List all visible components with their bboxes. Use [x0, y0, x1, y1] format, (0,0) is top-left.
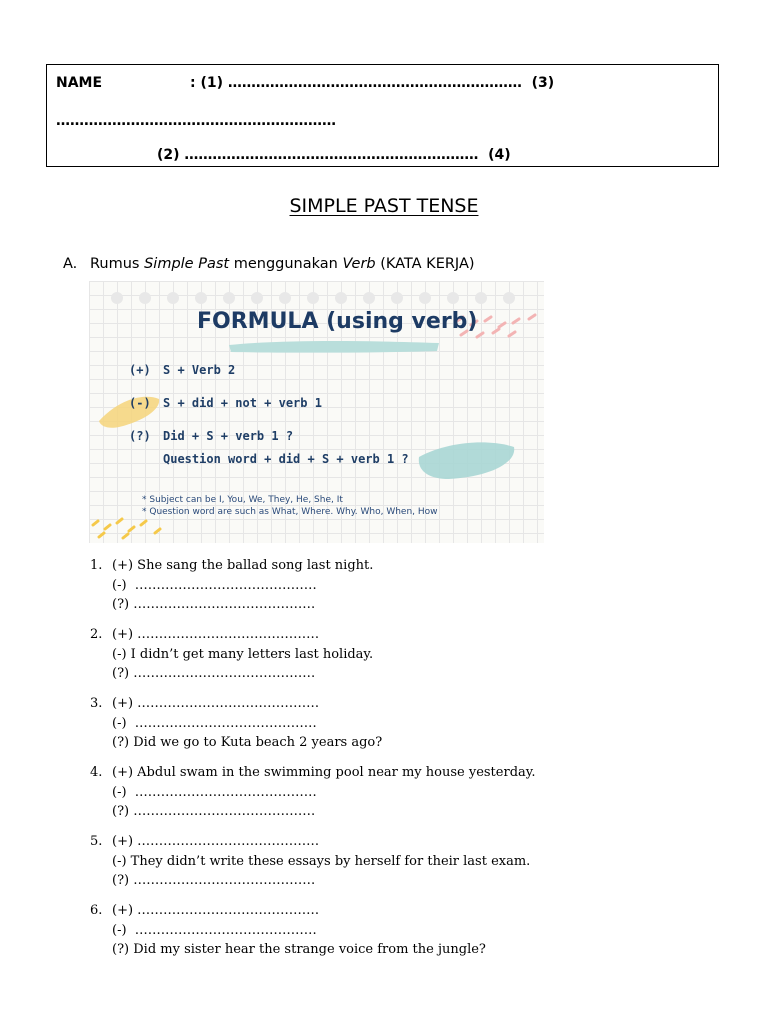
- exercise-line: (+) ……………………………………: [112, 696, 320, 711]
- exercise-item: [90, 556, 730, 615]
- exercise-line: (?) ……………………………………: [112, 873, 316, 888]
- exercise-number: 5.: [90, 834, 103, 849]
- name-label: NAME: [56, 75, 103, 91]
- formula-symbol-question: (?): [129, 429, 151, 443]
- exercise-item: [90, 694, 730, 753]
- exercise-line: (?) ……………………………………: [112, 597, 316, 612]
- name-line-2: ……………………………………………………: [56, 113, 336, 129]
- exercise-item: [90, 832, 730, 891]
- exercise-line: (-) ……………………………………: [112, 715, 317, 731]
- exercise-line: (+) ……………………………………: [112, 834, 320, 849]
- section-text-3: (KATA KERJA): [375, 256, 475, 272]
- exercise-line: (-) I didn’t get many letters last holiday.: [112, 646, 374, 662]
- title-brush-stroke: [229, 341, 439, 353]
- exercise-number: 1.: [90, 558, 103, 573]
- exercise-line: (-) They didn’t write these essays by herself for their last exam.: [112, 853, 531, 869]
- exercise-line: (?) Did my sister hear the strange voice from the jungle?: [112, 942, 486, 957]
- exercise-line: (+) ……………………………………: [112, 903, 320, 918]
- dot-row-decoration: [111, 292, 515, 304]
- exercise-line: (?) ……………………………………: [112, 666, 316, 681]
- formula-title: FORMULA (using verb): [197, 309, 478, 334]
- exercise-line: (-) ……………………………………: [112, 784, 317, 800]
- formula-symbol-negative: (-): [129, 396, 151, 410]
- exercise-line: (-) ……………………………………: [112, 922, 317, 938]
- exercise-number: 6.: [90, 903, 103, 918]
- section-text-1: Rumus: [90, 256, 145, 272]
- exercise-number: 4.: [90, 765, 103, 780]
- section-text-2: menggunakan: [229, 256, 343, 272]
- formula-row-question: Did + S + verb 1 ?: [163, 429, 294, 443]
- formula-card: [89, 281, 544, 543]
- formula-note-question-word: * Question word are such as What, Where. Why. Who, When, How: [142, 507, 438, 517]
- teal-brush-stroke: [419, 442, 514, 479]
- section-label: A.: [63, 256, 78, 272]
- yellow-dashes-decoration: [93, 519, 160, 538]
- exercise-line: (?) Did we go to Kuta beach 2 years ago?: [112, 735, 383, 750]
- exercise-line: (+) Abdul swam in the swimming pool near my house yesterday.: [112, 765, 536, 780]
- exercise-line: (+) She sang the ballad song last night.: [112, 558, 374, 573]
- exercise-item: [90, 625, 730, 684]
- exercise-number: 3.: [90, 696, 103, 711]
- exercise-line: (?) ……………………………………: [112, 804, 316, 819]
- name-line-3: (2) ……………………………………………………… (4): [157, 147, 511, 163]
- name-box: [46, 64, 719, 167]
- formula-row-question-word: Question word + did + S + verb 1 ?: [163, 452, 409, 466]
- exercise-list: [90, 556, 730, 970]
- exercise-line: (-) ……………………………………: [112, 577, 317, 593]
- name-line-1: : (1) ……………………………………………………… (3): [190, 75, 555, 91]
- page-title: SIMPLE PAST TENSE: [289, 195, 479, 217]
- section-italic-2: Verb: [342, 256, 376, 272]
- formula-symbol-positive: (+): [129, 363, 151, 377]
- formula-note-subject: * Subject can be I, You, We, They, He, She, It: [142, 495, 343, 505]
- formula-row-positive: S + Verb 2: [163, 363, 236, 377]
- exercise-item: [90, 763, 730, 822]
- section-italic-1: Simple Past: [144, 256, 230, 272]
- section-a-heading: [63, 256, 475, 272]
- exercise-item: [90, 901, 730, 960]
- exercise-line: (+) ……………………………………: [112, 627, 320, 642]
- formula-row-negative: S + did + not + verb 1: [163, 396, 322, 410]
- exercise-number: 2.: [90, 627, 103, 642]
